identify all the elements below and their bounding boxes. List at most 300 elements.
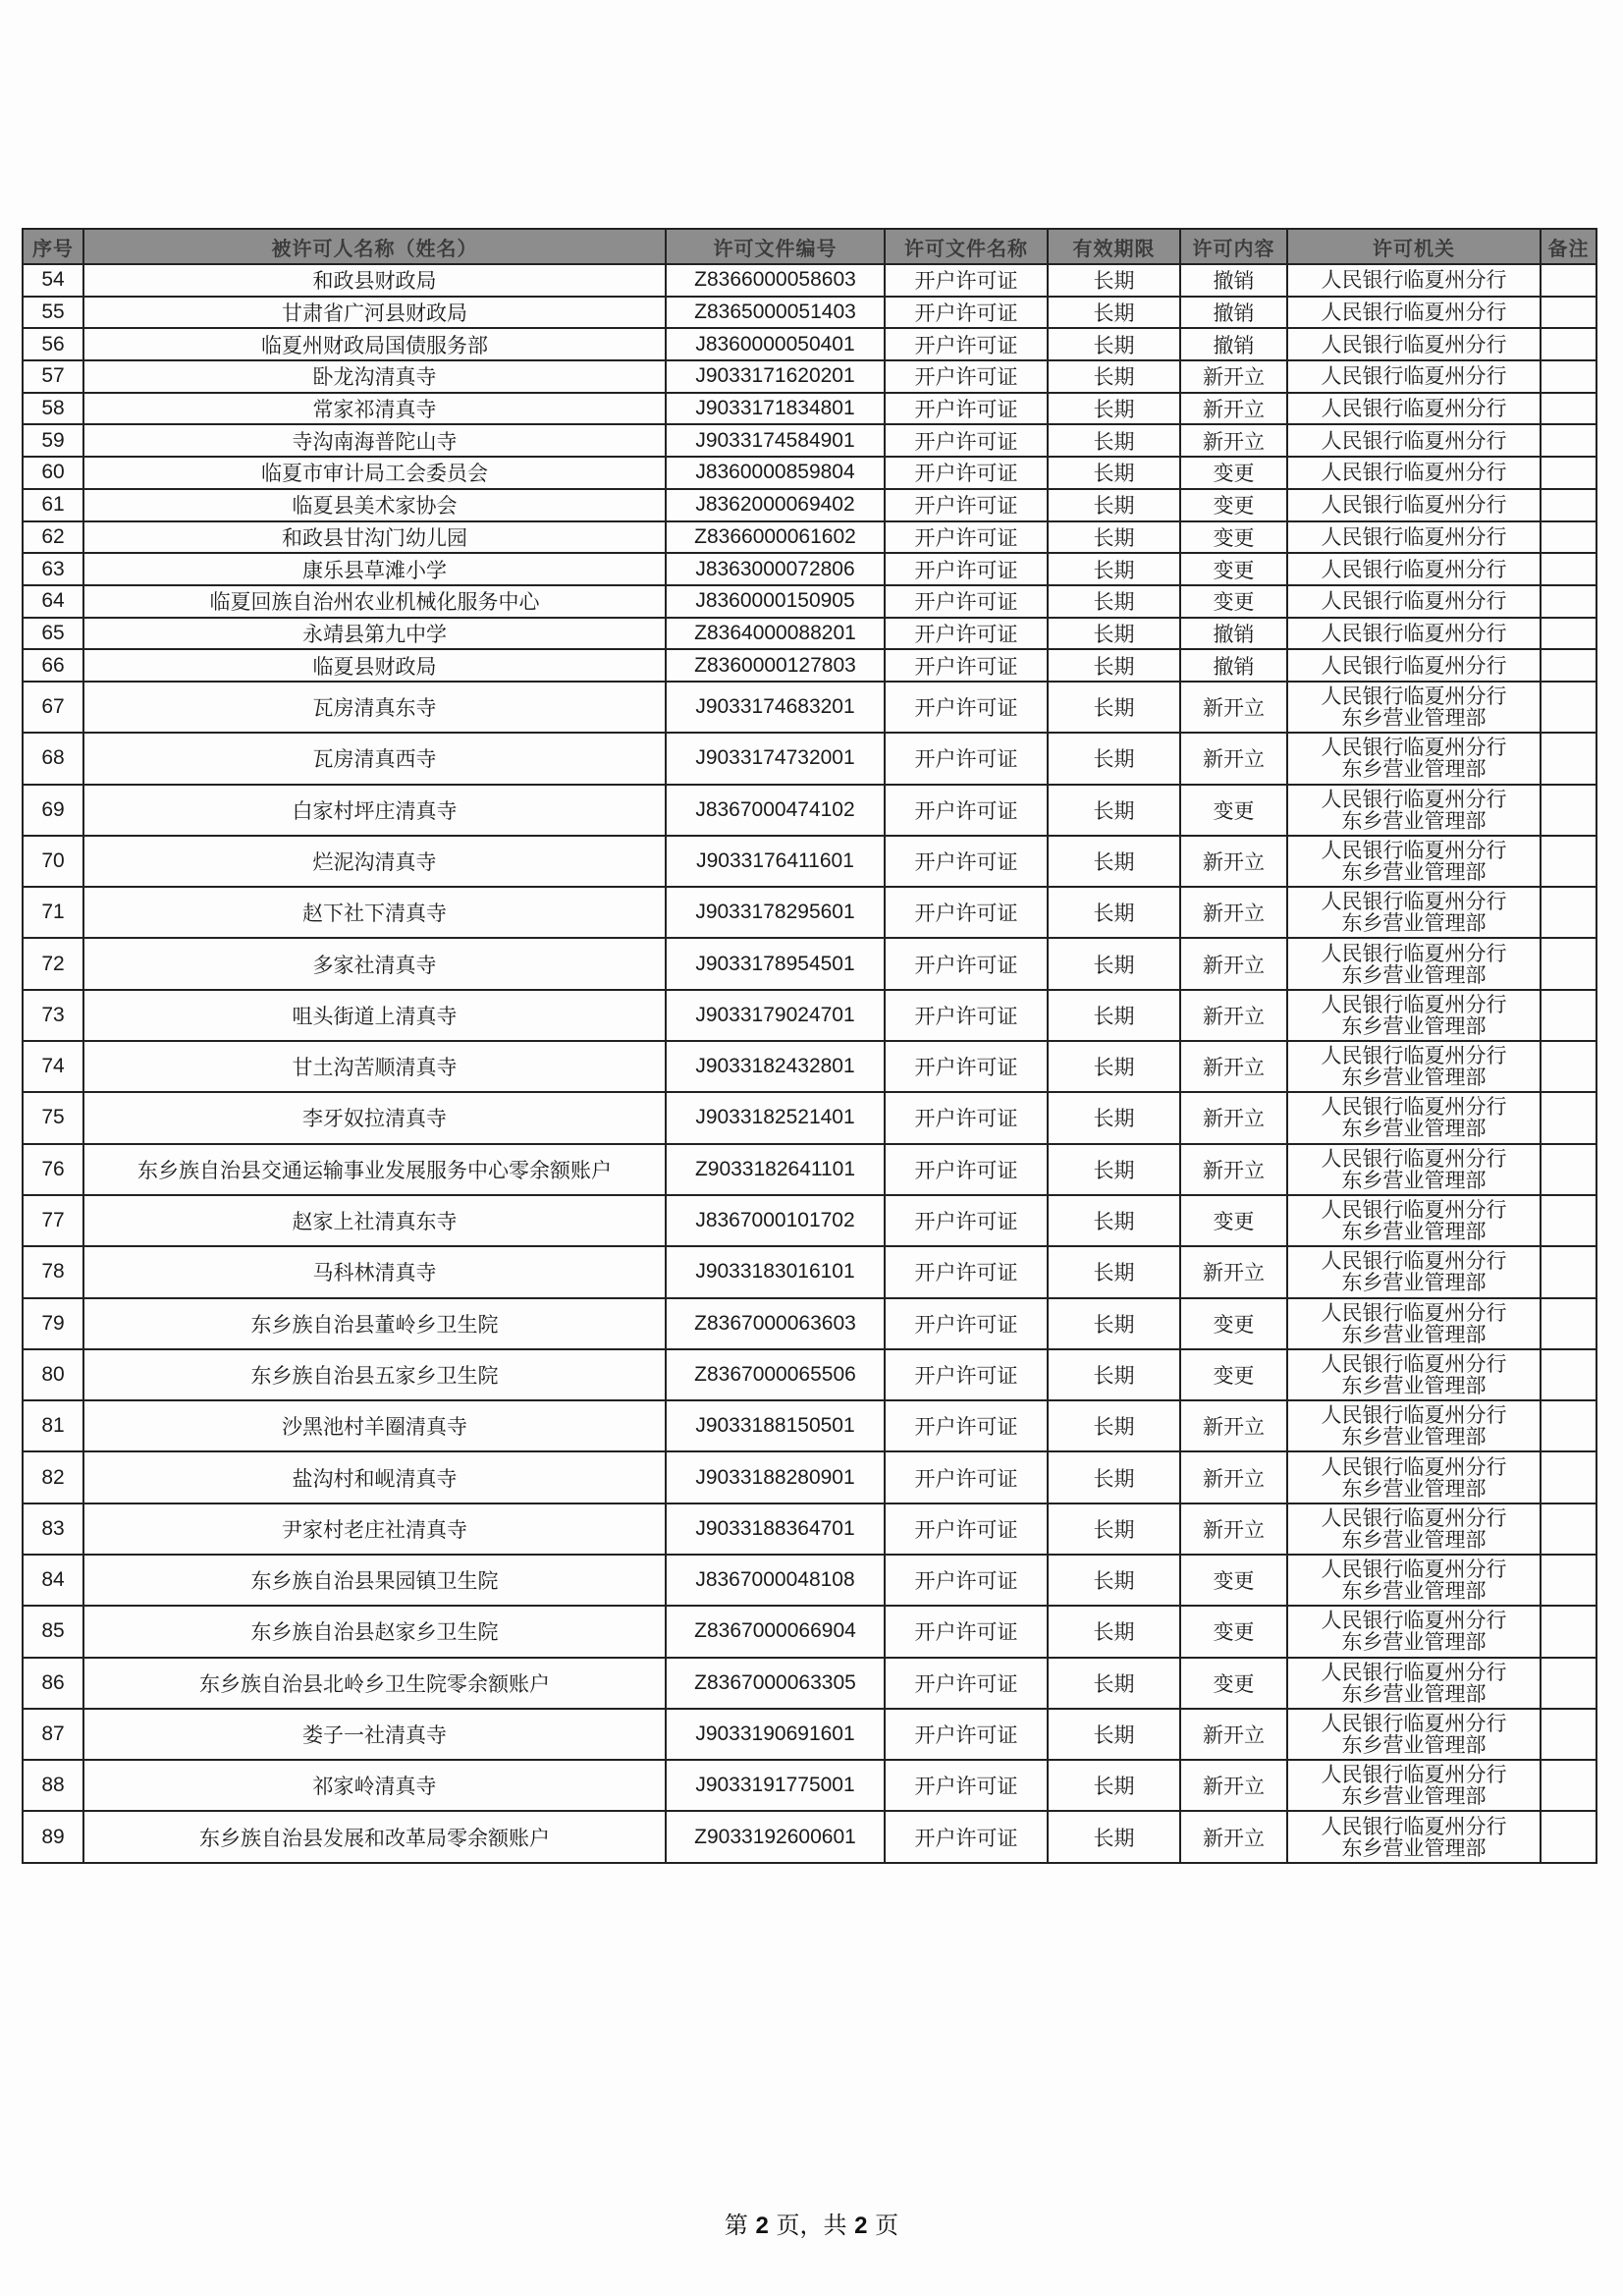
table-cell-remarks	[1541, 1400, 1596, 1451]
table-cell-permit-content: 新开立	[1180, 990, 1287, 1041]
table-cell-permit-content: 新开立	[1180, 733, 1287, 784]
table-cell-permit-number: Z9033192600601	[666, 1811, 885, 1862]
table-cell-validity: 长期	[1048, 1811, 1180, 1862]
table-cell-permit-content: 新开立	[1180, 1503, 1287, 1555]
header-remarks: 备注	[1541, 229, 1596, 264]
table-cell-licensee-name: 临夏州财政局国债服务部	[83, 328, 666, 360]
table-cell-permit-number: J9033178954501	[666, 938, 885, 989]
table-cell-remarks	[1541, 521, 1596, 554]
table-cell-permit-number: J9033174683201	[666, 682, 885, 733]
table-cell-seq: 68	[23, 733, 83, 784]
table-cell-validity: 长期	[1048, 1195, 1180, 1246]
table-cell-permit-content: 变更	[1180, 489, 1287, 521]
table-cell-permit-content: 撤销	[1180, 297, 1287, 329]
authority-line-2: 东乡营业管理部	[1341, 1322, 1487, 1346]
table-cell-authority	[1287, 1246, 1541, 1297]
table-cell-remarks	[1541, 1298, 1596, 1349]
authority-line-1: 人民银行临夏州分行	[1321, 1403, 1507, 1428]
page-number-footer	[0, 2206, 1623, 2240]
table-cell-validity: 长期	[1048, 649, 1180, 682]
authority-line-1: 人民银行临夏州分行	[1321, 1300, 1507, 1325]
table-cell-validity: 长期	[1048, 1092, 1180, 1143]
header-permit-content: 许可内容	[1180, 229, 1287, 264]
table-cell-licensee-name: 东乡族自治县北岭乡卫生院零余额账户	[83, 1658, 666, 1709]
table-cell-licensee-name: 东乡族自治县发展和改革局零余额账户	[83, 1811, 666, 1862]
authority-line-1: 人民银行临夏州分行	[1321, 428, 1507, 453]
table-cell-permit-doc-name: 开户许可证	[885, 1349, 1048, 1400]
table-cell-permit-doc-name: 开户许可证	[885, 1555, 1048, 1606]
authority-line-1: 人民银行临夏州分行	[1321, 992, 1507, 1016]
table-cell-seq: 75	[23, 1092, 83, 1143]
table-cell-licensee-name: 临夏县美术家协会	[83, 489, 666, 521]
authority-line-2: 东乡营业管理部	[1341, 1527, 1487, 1552]
table-row	[23, 733, 1596, 784]
table-cell-permit-doc-name: 开户许可证	[885, 682, 1048, 733]
table-cell-licensee-name: 李牙奴拉清真寺	[83, 1092, 666, 1143]
table-cell-validity: 长期	[1048, 457, 1180, 489]
table-cell-permit-doc-name: 开户许可证	[885, 1709, 1048, 1760]
table-row	[23, 360, 1596, 393]
table-row	[23, 521, 1596, 554]
table-cell-validity: 长期	[1048, 1246, 1180, 1297]
table-cell-permit-number: J8362000069402	[666, 489, 885, 521]
table-cell-validity: 长期	[1048, 360, 1180, 393]
table-cell-permit-doc-name: 开户许可证	[885, 1606, 1048, 1657]
table-cell-permit-doc-name: 开户许可证	[885, 1041, 1048, 1092]
table-cell-authority	[1287, 553, 1541, 585]
authority-line-2: 东乡营业管理部	[1341, 1066, 1487, 1090]
table-row	[23, 1298, 1596, 1349]
table-cell-permit-doc-name: 开户许可证	[885, 990, 1048, 1041]
table-cell-permit-doc-name: 开户许可证	[885, 297, 1048, 329]
authority-line-1: 人民银行临夏州分行	[1321, 1814, 1507, 1838]
table-cell-permit-content: 新开立	[1180, 1092, 1287, 1143]
table-cell-validity: 长期	[1048, 264, 1180, 297]
table-cell-authority	[1287, 733, 1541, 784]
table-cell-validity: 长期	[1048, 424, 1180, 457]
authority-line-1: 人民银行临夏州分行	[1321, 1095, 1507, 1120]
table-cell-authority	[1287, 1298, 1541, 1349]
table-cell-permit-doc-name: 开户许可证	[885, 733, 1048, 784]
table-cell-remarks	[1541, 1709, 1596, 1760]
authority-line-2: 东乡营业管理部	[1341, 1630, 1487, 1655]
authority-line-2: 东乡营业管理部	[1341, 1013, 1487, 1038]
table-cell-remarks	[1541, 649, 1596, 682]
table-cell-permit-content: 撤销	[1180, 328, 1287, 360]
table-cell-authority	[1287, 1606, 1541, 1657]
table-cell-authority	[1287, 682, 1541, 733]
authority-line-1: 人民银行临夏州分行	[1321, 838, 1507, 862]
table-cell-permit-doc-name: 开户许可证	[885, 938, 1048, 989]
table-cell-authority	[1287, 785, 1541, 836]
table-cell-licensee-name: 东乡族自治县五家乡卫生院	[83, 1349, 666, 1400]
table-cell-permit-doc-name: 开户许可证	[885, 1298, 1048, 1349]
table-cell-permit-doc-name: 开户许可证	[885, 1195, 1048, 1246]
table-cell-permit-content: 变更	[1180, 1658, 1287, 1709]
table-cell-authority	[1287, 618, 1541, 650]
table-cell-remarks	[1541, 733, 1596, 784]
table-cell-licensee-name: 甘土沟苦顺清真寺	[83, 1041, 666, 1092]
table-cell-permit-number: J9033182432801	[666, 1041, 885, 1092]
table-cell-validity: 长期	[1048, 1451, 1180, 1503]
table-cell-permit-content: 新开立	[1180, 1041, 1287, 1092]
header-permit-number: 许可文件编号	[666, 229, 885, 264]
table-cell-validity: 长期	[1048, 682, 1180, 733]
table-cell-licensee-name: 东乡族自治县赵家乡卫生院	[83, 1606, 666, 1657]
header-validity: 有效期限	[1048, 229, 1180, 264]
table-cell-validity: 长期	[1048, 938, 1180, 989]
table-cell-authority	[1287, 1092, 1541, 1143]
table-cell-permit-content: 新开立	[1180, 1760, 1287, 1811]
table-cell-permit-number: J9033182521401	[666, 1092, 885, 1143]
table-cell-seq: 57	[23, 360, 83, 393]
table-row	[23, 618, 1596, 650]
table-cell-seq: 78	[23, 1246, 83, 1297]
table-cell-remarks	[1541, 887, 1596, 938]
footer-middle: 页，共	[776, 2212, 847, 2239]
table-cell-permit-number: Z8367000063305	[666, 1658, 885, 1709]
table-cell-authority	[1287, 1400, 1541, 1451]
table-cell-authority	[1287, 1349, 1541, 1400]
table-cell-remarks	[1541, 1246, 1596, 1297]
table-cell-permit-number: J8363000072806	[666, 553, 885, 585]
table-cell-permit-number: Z8366000061602	[666, 521, 885, 554]
authority-line-1: 人民银行临夏州分行	[1321, 493, 1507, 518]
table-cell-remarks	[1541, 938, 1596, 989]
table-cell-seq: 84	[23, 1555, 83, 1606]
table-cell-authority	[1287, 521, 1541, 554]
table-cell-authority	[1287, 990, 1541, 1041]
table-cell-validity: 长期	[1048, 1760, 1180, 1811]
table-cell-licensee-name: 康乐县草滩小学	[83, 553, 666, 585]
table-row	[23, 1400, 1596, 1451]
table-cell-remarks	[1541, 1041, 1596, 1092]
table-cell-permit-doc-name: 开户许可证	[885, 393, 1048, 425]
table-cell-permit-doc-name: 开户许可证	[885, 836, 1048, 887]
table-cell-permit-number: J8360000150905	[666, 585, 885, 618]
table-row	[23, 424, 1596, 457]
table-cell-seq: 77	[23, 1195, 83, 1246]
table-row	[23, 489, 1596, 521]
authority-line-1: 人民银行临夏州分行	[1321, 1198, 1507, 1223]
table-cell-remarks	[1541, 1555, 1596, 1606]
table-cell-permit-doc-name: 开户许可证	[885, 553, 1048, 585]
table-cell-seq: 71	[23, 887, 83, 938]
table-row	[23, 1144, 1596, 1195]
table-cell-seq: 83	[23, 1503, 83, 1555]
table-cell-remarks	[1541, 682, 1596, 733]
table-cell-permit-number: J9033179024701	[666, 990, 885, 1041]
table-cell-licensee-name: 东乡族自治县果园镇卫生院	[83, 1555, 666, 1606]
table-cell-seq: 56	[23, 328, 83, 360]
table-cell-permit-doc-name: 开户许可证	[885, 1503, 1048, 1555]
footer-page: 2	[755, 2213, 769, 2239]
authority-line-1: 人民银行临夏州分行	[1321, 653, 1507, 678]
table-cell-authority	[1287, 585, 1541, 618]
table-cell-remarks	[1541, 1658, 1596, 1709]
table-cell-permit-content: 新开立	[1180, 360, 1287, 393]
authority-line-1: 人民银行临夏州分行	[1321, 736, 1507, 760]
table-row	[23, 682, 1596, 733]
table-cell-remarks	[1541, 1760, 1596, 1811]
table-cell-authority	[1287, 457, 1541, 489]
header-seq: 序号	[23, 229, 83, 264]
authority-line-1: 人民银行临夏州分行	[1321, 941, 1507, 965]
table-cell-validity: 长期	[1048, 785, 1180, 836]
table-cell-permit-number: Z8360000127803	[666, 649, 885, 682]
authority-line-1: 人民银行临夏州分行	[1321, 301, 1507, 325]
authority-line-1: 人民银行临夏州分行	[1321, 1712, 1507, 1736]
table-row	[23, 1246, 1596, 1297]
table-cell-authority	[1287, 1451, 1541, 1503]
table-row	[23, 938, 1596, 989]
table-cell-validity: 长期	[1048, 836, 1180, 887]
table-cell-remarks	[1541, 1144, 1596, 1195]
table-cell-seq: 88	[23, 1760, 83, 1811]
table-row	[23, 328, 1596, 360]
table-cell-permit-number: J8360000050401	[666, 328, 885, 360]
table-cell-authority	[1287, 649, 1541, 682]
table-cell-seq: 61	[23, 489, 83, 521]
table-row	[23, 1811, 1596, 1862]
table-cell-permit-number: J8367000101702	[666, 1195, 885, 1246]
table-cell-licensee-name: 娄子一社清真寺	[83, 1709, 666, 1760]
table-cell-validity: 长期	[1048, 1298, 1180, 1349]
table-row	[23, 393, 1596, 425]
table-cell-permit-doc-name: 开户许可证	[885, 457, 1048, 489]
table-cell-seq: 58	[23, 393, 83, 425]
table-cell-licensee-name: 白家村坪庄清真寺	[83, 785, 666, 836]
table-cell-remarks	[1541, 990, 1596, 1041]
table-row	[23, 649, 1596, 682]
table-cell-licensee-name: 临夏市审计局工会委员会	[83, 457, 666, 489]
table-cell-permit-number: Z8367000066904	[666, 1606, 885, 1657]
table-cell-validity: 长期	[1048, 1349, 1180, 1400]
table-cell-permit-doc-name: 开户许可证	[885, 1246, 1048, 1297]
authority-line-2: 东乡营业管理部	[1341, 808, 1487, 833]
table-row	[23, 264, 1596, 297]
table-cell-seq: 60	[23, 457, 83, 489]
authority-line-2: 东乡营业管理部	[1341, 1220, 1487, 1244]
footer-suffix: 页	[875, 2212, 899, 2239]
table-cell-validity: 长期	[1048, 297, 1180, 329]
table-cell-seq: 73	[23, 990, 83, 1041]
table-cell-permit-content: 新开立	[1180, 393, 1287, 425]
table-row	[23, 457, 1596, 489]
table-cell-permit-doc-name: 开户许可证	[885, 1760, 1048, 1811]
table-row	[23, 1658, 1596, 1709]
table-cell-permit-doc-name: 开户许可证	[885, 585, 1048, 618]
table-cell-validity: 长期	[1048, 618, 1180, 650]
authority-line-2: 东乡营业管理部	[1341, 706, 1487, 731]
authority-line-2: 东乡营业管理部	[1341, 1271, 1487, 1295]
authority-line-1: 人民银行临夏州分行	[1321, 1146, 1507, 1171]
table-cell-permit-content: 变更	[1180, 1195, 1287, 1246]
table-cell-permit-content: 变更	[1180, 1606, 1287, 1657]
table-cell-seq: 59	[23, 424, 83, 457]
table-cell-authority	[1287, 489, 1541, 521]
footer-total: 2	[854, 2213, 868, 2239]
table-cell-seq: 81	[23, 1400, 83, 1451]
table-cell-permit-number: Z8366000058603	[666, 264, 885, 297]
table-cell-seq: 86	[23, 1658, 83, 1709]
table-cell-licensee-name: 祁家岭清真寺	[83, 1760, 666, 1811]
authority-line-2: 东乡营业管理部	[1341, 1425, 1487, 1449]
table-cell-permit-doc-name: 开户许可证	[885, 1092, 1048, 1143]
table-header-row	[23, 229, 1596, 264]
table-cell-seq: 54	[23, 264, 83, 297]
authority-line-2: 东乡营业管理部	[1341, 1681, 1487, 1706]
table-cell-licensee-name: 东乡族自治县交通运输事业发展服务中心零余额账户	[83, 1144, 666, 1195]
authority-line-1: 人民银行临夏州分行	[1321, 1558, 1507, 1582]
table-cell-permit-number: J9033190691601	[666, 1709, 885, 1760]
table-cell-permit-number: J9033188150501	[666, 1400, 885, 1451]
table-cell-permit-doc-name: 开户许可证	[885, 1400, 1048, 1451]
table-cell-licensee-name: 瓦房清真东寺	[83, 682, 666, 733]
table-cell-permit-content: 变更	[1180, 1349, 1287, 1400]
table-cell-authority	[1287, 1709, 1541, 1760]
table-row	[23, 1195, 1596, 1246]
table-cell-licensee-name: 卧龙沟清真寺	[83, 360, 666, 393]
table-row	[23, 785, 1596, 836]
table-cell-validity: 长期	[1048, 990, 1180, 1041]
table-cell-permit-number: J9033178295601	[666, 887, 885, 938]
table-cell-permit-doc-name: 开户许可证	[885, 1451, 1048, 1503]
authority-line-1: 人民银行临夏州分行	[1321, 684, 1507, 709]
table-cell-permit-content: 新开立	[1180, 1811, 1287, 1862]
table-cell-validity: 长期	[1048, 887, 1180, 938]
table-row	[23, 836, 1596, 887]
table-cell-remarks	[1541, 1503, 1596, 1555]
table-cell-permit-doc-name: 开户许可证	[885, 360, 1048, 393]
table-cell-permit-number: J9033188364701	[666, 1503, 885, 1555]
table-cell-remarks	[1541, 1349, 1596, 1400]
table-cell-seq: 85	[23, 1606, 83, 1657]
table-cell-licensee-name: 临夏回族自治州农业机械化服务中心	[83, 585, 666, 618]
table-cell-permit-doc-name: 开户许可证	[885, 1658, 1048, 1709]
authority-line-1: 人民银行临夏州分行	[1321, 1660, 1507, 1684]
table-cell-authority	[1287, 297, 1541, 329]
table-cell-validity: 长期	[1048, 393, 1180, 425]
table-cell-licensee-name: 赵下社下清真寺	[83, 887, 666, 938]
table-cell-remarks	[1541, 1606, 1596, 1657]
table-cell-validity: 长期	[1048, 1709, 1180, 1760]
table-cell-permit-number: J8360000859804	[666, 457, 885, 489]
authority-line-2: 东乡营业管理部	[1341, 911, 1487, 936]
authority-line-1: 人民银行临夏州分行	[1321, 461, 1507, 485]
table-cell-licensee-name: 甘肃省广河县财政局	[83, 297, 666, 329]
table-row	[23, 1092, 1596, 1143]
authority-line-1: 人民银行临夏州分行	[1321, 1763, 1507, 1787]
authority-line-1: 人民银行临夏州分行	[1321, 1249, 1507, 1274]
footer-prefix: 第	[724, 2212, 748, 2239]
table-cell-authority	[1287, 1811, 1541, 1862]
table-cell-authority	[1287, 1041, 1541, 1092]
table-cell-validity: 长期	[1048, 733, 1180, 784]
table-cell-authority	[1287, 1195, 1541, 1246]
table-cell-permit-number: Z8367000063603	[666, 1298, 885, 1349]
table-row	[23, 990, 1596, 1041]
table-cell-seq: 66	[23, 649, 83, 682]
table-cell-permit-content: 撤销	[1180, 618, 1287, 650]
table-cell-validity: 长期	[1048, 328, 1180, 360]
authority-line-1: 人民银行临夏州分行	[1321, 397, 1507, 421]
table-cell-permit-doc-name: 开户许可证	[885, 264, 1048, 297]
header-authority: 许可机关	[1287, 229, 1541, 264]
table-cell-permit-content: 变更	[1180, 1298, 1287, 1349]
table-cell-permit-content: 变更	[1180, 457, 1287, 489]
table-cell-permit-number: J9033174584901	[666, 424, 885, 457]
table-cell-validity: 长期	[1048, 1144, 1180, 1195]
table-cell-licensee-name: 东乡族自治县董岭乡卫生院	[83, 1298, 666, 1349]
table-cell-permit-number: J9033171834801	[666, 393, 885, 425]
authority-line-1: 人民银行临夏州分行	[1321, 364, 1507, 389]
table-cell-seq: 80	[23, 1349, 83, 1400]
table-cell-remarks	[1541, 1811, 1596, 1862]
table-cell-authority	[1287, 1760, 1541, 1811]
table-cell-seq: 79	[23, 1298, 83, 1349]
table-cell-permit-content: 新开立	[1180, 1451, 1287, 1503]
table-cell-remarks	[1541, 489, 1596, 521]
authority-line-2: 东乡营业管理部	[1341, 1117, 1487, 1141]
table-cell-authority	[1287, 264, 1541, 297]
table-cell-authority	[1287, 836, 1541, 887]
table-row	[23, 1555, 1596, 1606]
table-cell-licensee-name: 沙黑池村羊圈清真寺	[83, 1400, 666, 1451]
table-cell-permit-content: 撤销	[1180, 649, 1287, 682]
table-cell-permit-content: 新开立	[1180, 1144, 1287, 1195]
table-cell-authority	[1287, 887, 1541, 938]
authority-line-1: 人民银行临夏州分行	[1321, 1609, 1507, 1633]
table-cell-licensee-name: 烂泥沟清真寺	[83, 836, 666, 887]
table-row	[23, 1760, 1596, 1811]
table-cell-licensee-name: 马科林清真寺	[83, 1246, 666, 1297]
table-cell-seq: 65	[23, 618, 83, 650]
table-cell-permit-doc-name: 开户许可证	[885, 521, 1048, 554]
table-row	[23, 1041, 1596, 1092]
table-cell-permit-content: 新开立	[1180, 682, 1287, 733]
table-cell-permit-content: 变更	[1180, 1555, 1287, 1606]
table-cell-validity: 长期	[1048, 521, 1180, 554]
table-cell-permit-doc-name: 开户许可证	[885, 424, 1048, 457]
table-cell-remarks	[1541, 585, 1596, 618]
table-cell-permit-number: J8367000474102	[666, 785, 885, 836]
table-cell-permit-number: Z9033182641101	[666, 1144, 885, 1195]
authority-line-1: 人民银行临夏州分行	[1321, 557, 1507, 581]
table-cell-authority	[1287, 1144, 1541, 1195]
table-cell-permit-doc-name: 开户许可证	[885, 785, 1048, 836]
table-cell-remarks	[1541, 553, 1596, 585]
table-cell-permit-number: J9033188280901	[666, 1451, 885, 1503]
table-cell-validity: 长期	[1048, 1503, 1180, 1555]
table-cell-seq: 63	[23, 553, 83, 585]
authority-line-2: 东乡营业管理部	[1341, 1733, 1487, 1758]
table-cell-permit-content: 新开立	[1180, 424, 1287, 457]
table-cell-remarks	[1541, 1092, 1596, 1143]
table-row	[23, 297, 1596, 329]
header-permit-doc-name: 许可文件名称	[885, 229, 1048, 264]
table-cell-permit-content: 变更	[1180, 785, 1287, 836]
table-cell-validity: 长期	[1048, 1658, 1180, 1709]
table-cell-remarks	[1541, 328, 1596, 360]
table-cell-remarks	[1541, 836, 1596, 887]
table-cell-remarks	[1541, 1195, 1596, 1246]
table-cell-remarks	[1541, 457, 1596, 489]
table-cell-seq: 76	[23, 1144, 83, 1195]
table-cell-seq: 64	[23, 585, 83, 618]
authority-line-1: 人民银行临夏州分行	[1321, 268, 1507, 293]
table-cell-permit-number: J9033183016101	[666, 1246, 885, 1297]
